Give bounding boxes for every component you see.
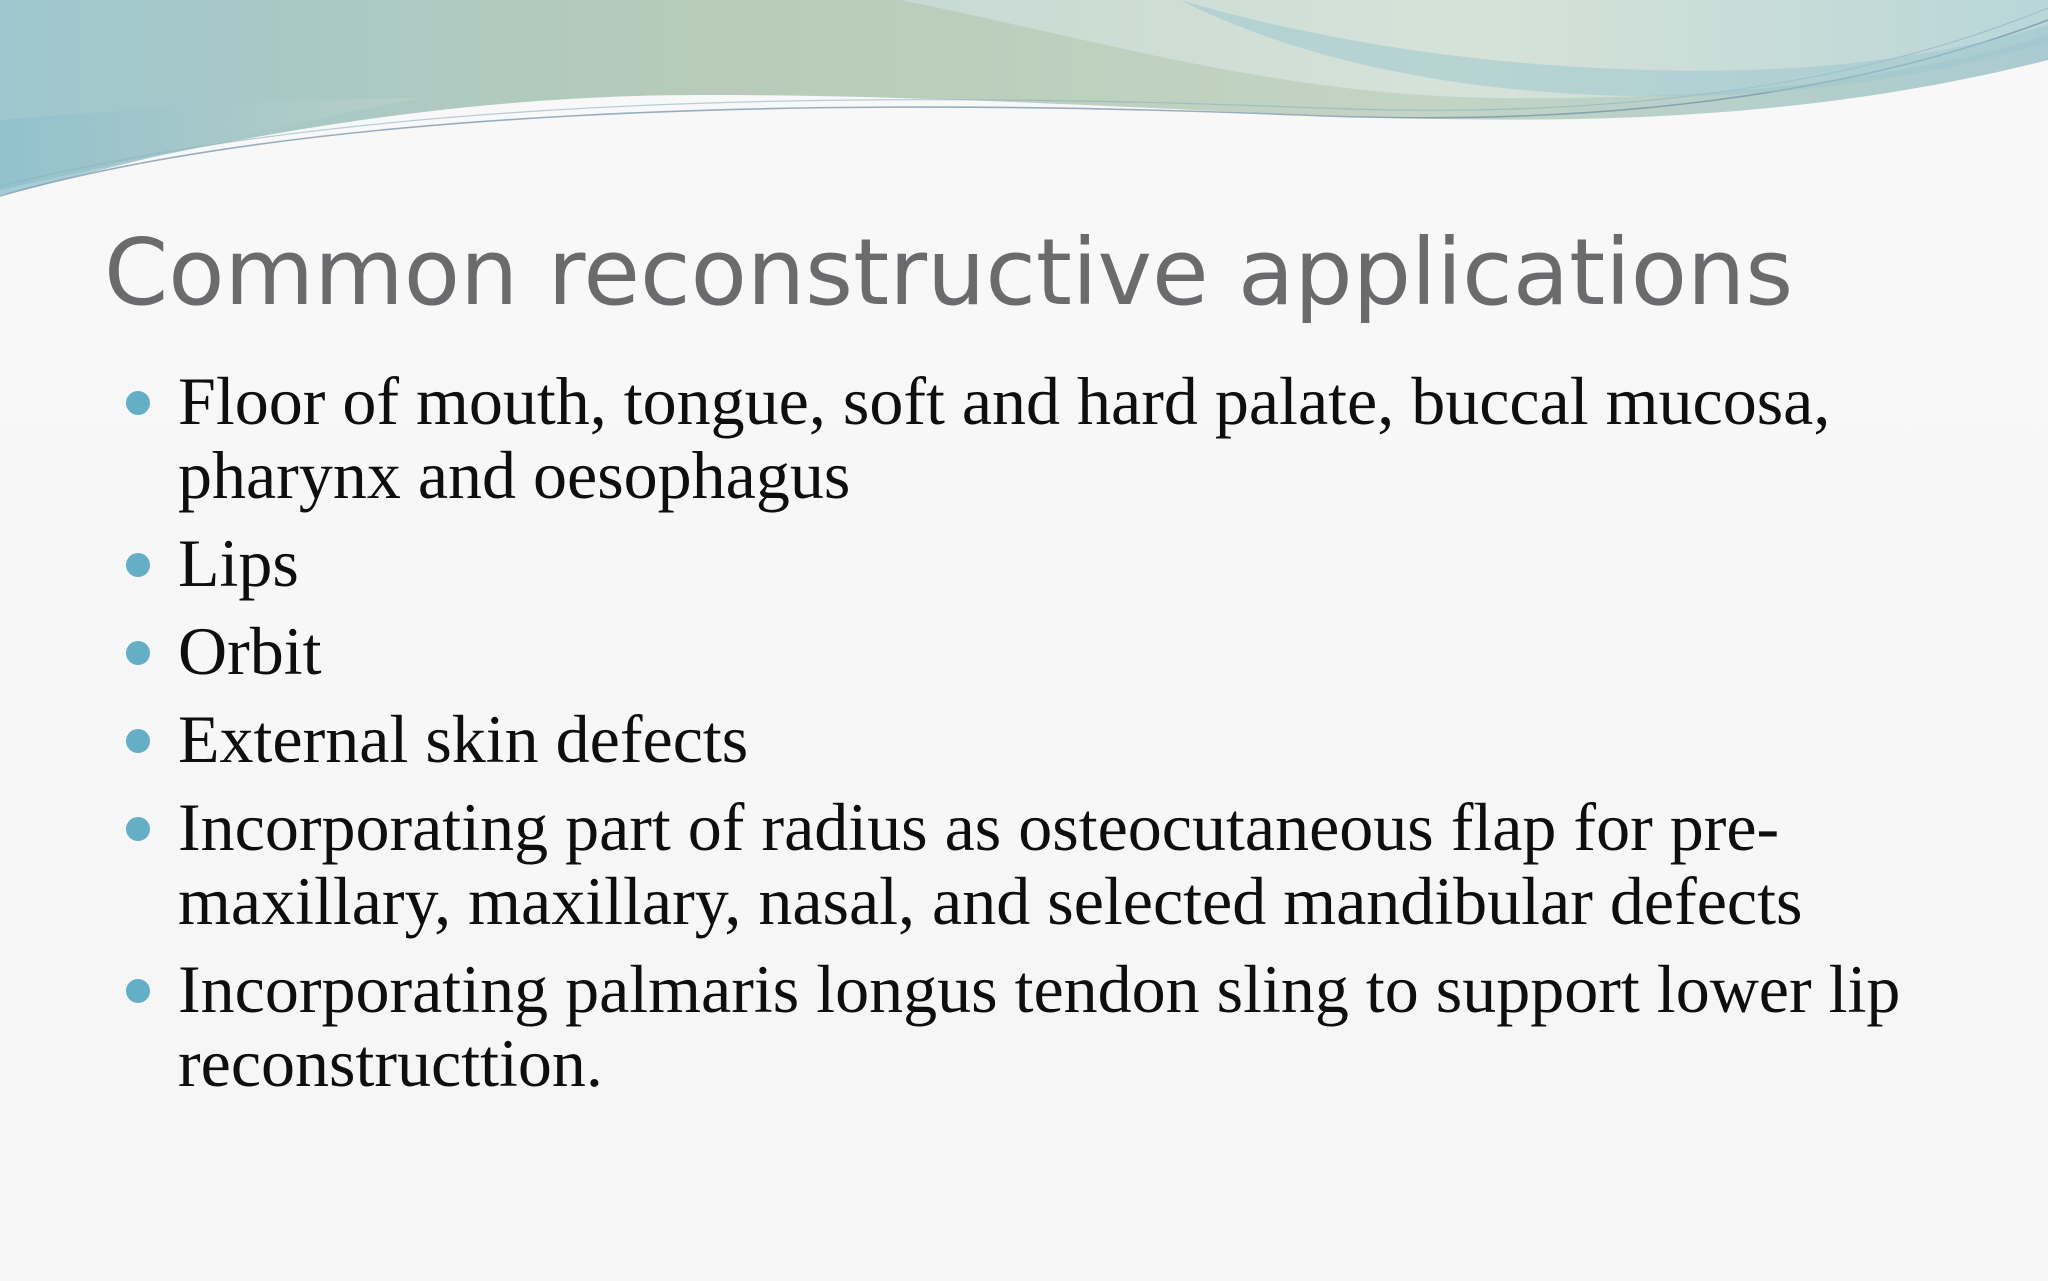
list-item [126, 952, 2006, 1100]
bullet-icon [126, 817, 150, 841]
slide-title: Common reconstructive applications [104, 219, 1794, 326]
bullet-list [126, 364, 2006, 1114]
list-item-text: Incorporating palmaris longus tendon sling to support lower lip reconstructtion. [178, 951, 1901, 1101]
bullet-icon [126, 641, 150, 665]
list-item-text: External skin defects [178, 701, 749, 777]
bullet-icon [126, 979, 150, 1003]
bullet-icon [126, 553, 150, 577]
list-item [126, 614, 2006, 688]
list-item [126, 364, 2006, 512]
list-item-text: Orbit [178, 613, 322, 689]
header-wave-decoration [0, 0, 2048, 220]
bullet-icon [126, 391, 150, 415]
list-item-text: Floor of mouth, tongue, soft and hard palate, buccal mucosa, pharynx and oesophagus [178, 363, 1831, 513]
list-item [126, 702, 2006, 776]
list-item-text: Incorporating part of radius as osteocutaneous flap for pre-maxillary, maxillary, nasal, and selected mandibular defects [178, 789, 1803, 939]
bullet-icon [126, 729, 150, 753]
list-item-text: Lips [178, 525, 299, 601]
list-item [126, 790, 2006, 938]
list-item [126, 526, 2006, 600]
